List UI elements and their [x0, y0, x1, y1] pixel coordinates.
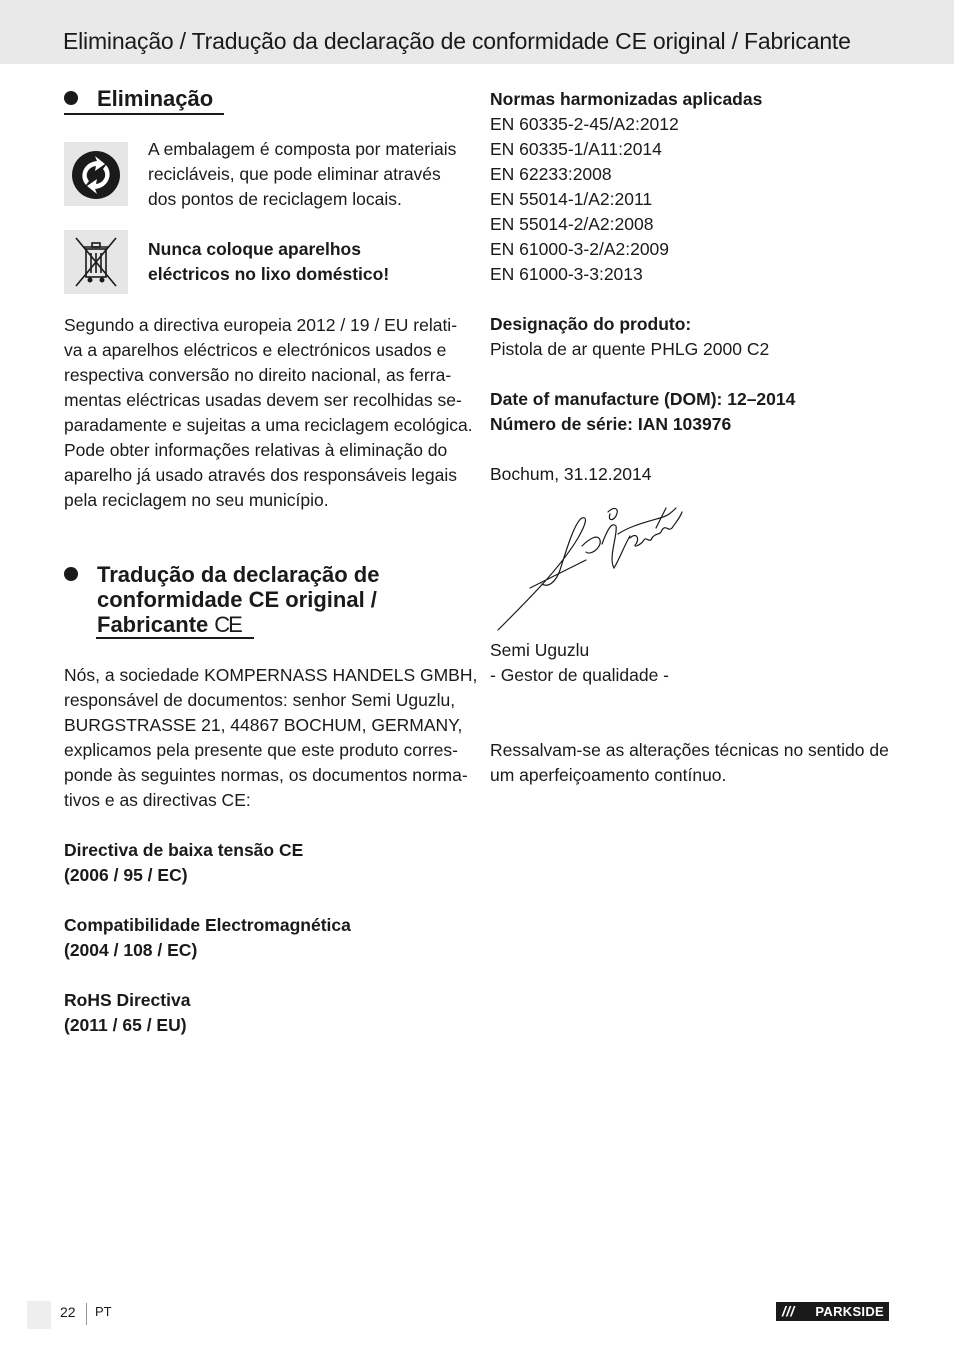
- directive-emc: Compatibilidade Electromagnética (2004 / 108 / EC): [64, 915, 351, 960]
- bullet-icon: [64, 91, 78, 105]
- heading-rule: [96, 637, 254, 639]
- standard-item: EN 55014-1/A2:2011: [490, 189, 653, 209]
- standard-item: EN 61000-3-3:2013: [490, 264, 643, 284]
- manufacture-info: Date of manufacture (DOM): 12–2014 Número de série: IAN 103976: [490, 389, 796, 434]
- warning-text: Nunca coloque aparelhos eléctricos no lixo doméstico!: [148, 239, 390, 284]
- directive-text: Segundo a directiva europeia 2012 / 19 / EU relati- va a aparelhos eléctricos e electrónicos usados e respectiva conversão no direito nacional, as ferra- mentas eléctricas usadas devem ser recolhidas se- paradamente e sujeitas a uma reciclagem ecológica. Pode obter informações relativas à eliminação do aparelho já usado através dos responsáveis legais pela reciclagem no seu município.: [64, 315, 473, 510]
- slash-icon: ///: [782, 1303, 795, 1319]
- standard-item: EN 60335-1/A11:2014: [490, 139, 662, 159]
- page-title: Eliminação / Tradução da declaração de conformidade CE original / Fabricante: [63, 28, 851, 54]
- ce-mark: CE: [214, 612, 241, 637]
- standard-item: EN 55014-2/A2:2008: [490, 214, 654, 234]
- crossed-bin-icon: [64, 230, 128, 294]
- declaration-intro: Nós, a sociedade KOMPERNASS HANDELS GMBH, responsável de documentos: senhor Semi Uguzlu, BURGSTRASSE 21, 44867 BOCHUM, GERMANY, explicamos pela presente que este produto corres- ponde às seguintes normas, os documentos norma- tivos e as directivas CE:: [64, 665, 478, 810]
- standard-item: EN 61000-3-2/A2:2009: [490, 239, 670, 259]
- signatory: Semi Uguzlu - Gestor de qualidade -: [490, 640, 669, 685]
- directive-rohs: RoHS Directiva (2011 / 65 / EU): [64, 990, 191, 1035]
- technical-notice: Ressalvam-se as alterações técnicas no sentido de um aperfeiçoamento contínuo.: [490, 740, 889, 785]
- footer-divider: [86, 1303, 87, 1325]
- bullet-icon: [64, 567, 78, 581]
- place-date: Bochum, 31.12.2014: [490, 464, 652, 484]
- standard-item: EN 62233:2008: [490, 164, 612, 184]
- packaging-text: A embalagem é composta por materiais recicláveis, que pode eliminar através dos pontos de reciclagem locais.: [148, 139, 457, 209]
- recycling-icon: [64, 142, 128, 206]
- brand-logo: /// PARKSIDE: [776, 1302, 889, 1321]
- signature-image: [490, 498, 700, 638]
- disposal-heading: Eliminação: [64, 86, 213, 111]
- page-number: 22: [60, 1304, 76, 1320]
- language-code: PT: [95, 1304, 112, 1319]
- directive-low-voltage: Directiva de baixa tensão CE (2006 / 95 / EC): [64, 840, 304, 885]
- product-designation: Designação do produto: Pistola de ar quente PHLG 2000 C2: [490, 314, 770, 359]
- heading-rule: [64, 113, 224, 115]
- footer-marker: [27, 1301, 51, 1329]
- declaration-heading: Tradução da declaração de conformidade CE original / Fabricante CE: [64, 562, 379, 637]
- standards-list: [490, 87, 910, 287]
- standards-heading: Normas harmonizadas aplicadas: [490, 89, 763, 109]
- standard-item: EN 60335-2-45/A2:2012: [490, 114, 679, 134]
